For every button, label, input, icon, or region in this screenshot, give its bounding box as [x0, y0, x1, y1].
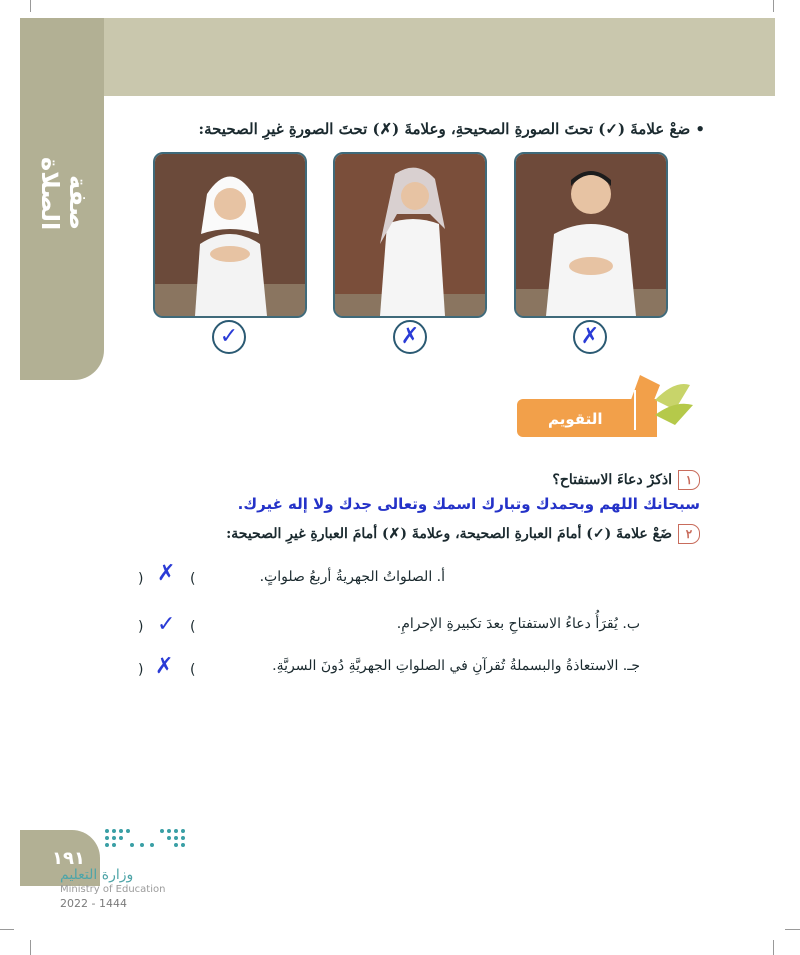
- photo-incorrect-posture-2: [514, 152, 668, 318]
- edition-year: 2022 - 1444: [60, 897, 127, 910]
- statement-c: جـ. الاستعاذةُ والبسملةُ تُقرآنِ في الصلواتِ الجهريَّةِ دُونَ السريَّةِ.: [272, 658, 640, 674]
- section-title: التقويم: [548, 410, 603, 428]
- photo-mark-1: ✓: [212, 320, 246, 354]
- question-2: ٢ضَعْ علامةَ (✓) أمامَ العبارةِ الصحيحة، وعلامةَ (✗) أمامَ العبارةِ غيرِ الصحيحة:: [226, 524, 700, 544]
- photo-incorrect-posture-1: [333, 152, 487, 318]
- picture-question: • ضعْ علامةَ (✓) تحتَ الصورةِ الصحيحةِ، وعلامةَ (✗) تحتَ الصورةِ غيرِ الصحيحة:: [198, 120, 705, 138]
- photo-mark-3: ✗: [573, 320, 607, 354]
- statement-a-mark: ✗: [157, 561, 176, 586]
- header-band: [20, 18, 775, 96]
- ministry-name-arabic: وزارة التعليم: [60, 867, 134, 883]
- photo-mark-2: ✗: [393, 320, 427, 354]
- pen-icon: [615, 370, 695, 440]
- statement-c-mark: ✗: [155, 654, 174, 679]
- ministry-name-english: Ministry of Education: [60, 884, 166, 895]
- question-1-answer: سبحانك اللهم وبحمدك وتبارك اسمك وتعالى جدك ولا إله غيرك.: [237, 495, 700, 513]
- photo-correct-posture: [153, 152, 307, 318]
- chapter-title: صفة الصلاة: [36, 156, 92, 230]
- page-number: ١٩١: [52, 848, 85, 869]
- question-1: ١اذكرْ دعاءَ الاستفتاح؟: [552, 470, 700, 490]
- statement-b: ب. يُقرَأُ دعاءُ الاستفتاحِ بعدَ تكبيرةِ الإحرامِ.: [396, 616, 640, 632]
- statement-b-mark: ✓: [157, 612, 176, 637]
- ministry-logo-icon: [102, 826, 192, 866]
- statement-a: أ. الصلواتُ الجهريةُ أربعُ صلواتٍ.: [259, 569, 445, 585]
